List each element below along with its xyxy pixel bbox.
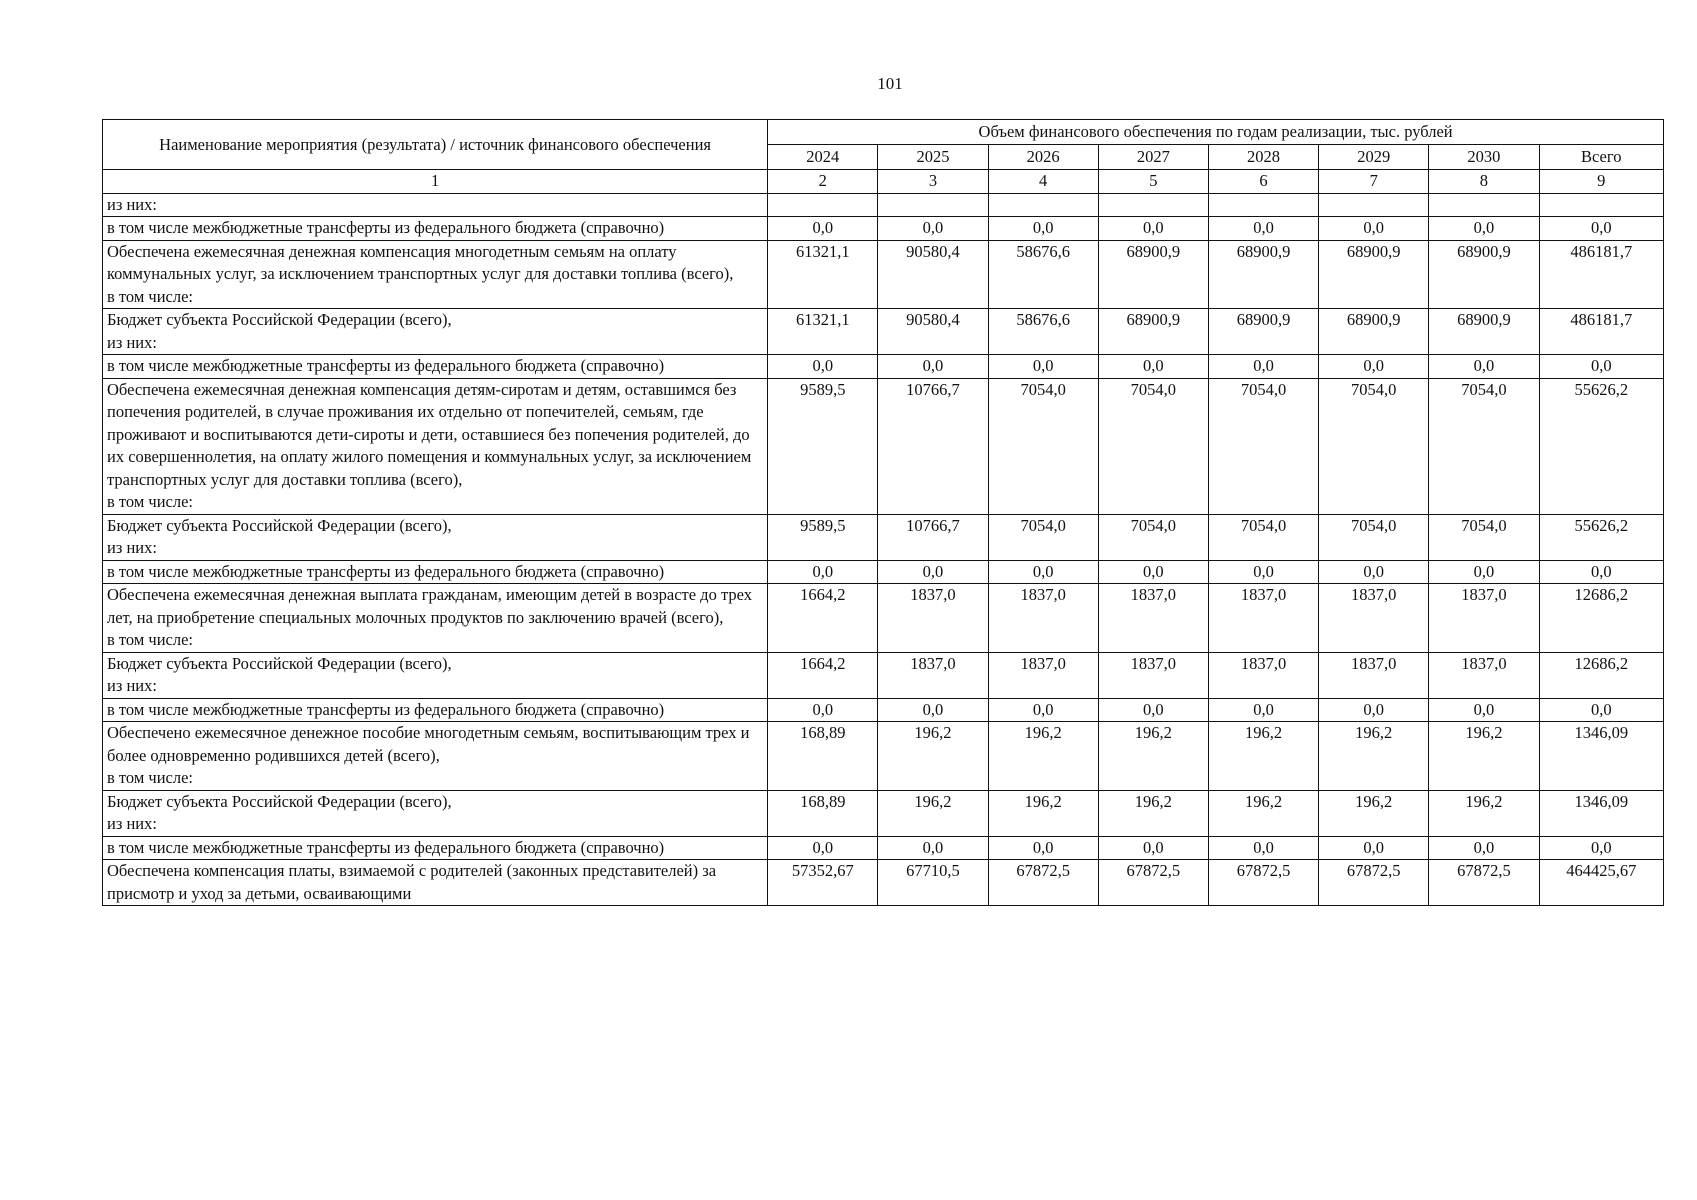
row-value-cell: 0,0 [1098, 217, 1208, 241]
row-name-line: в том числе: [107, 492, 194, 511]
row-value-cell: 0,0 [1098, 355, 1208, 379]
row-value-cell: 0,0 [1319, 217, 1429, 241]
row-value-cell: 0,0 [1429, 355, 1539, 379]
row-name-line: в том числе межбюджетные трансферты из федерального бюджета (справочно) [107, 837, 665, 857]
row-name-line: в том числе: [107, 630, 194, 649]
row-total-cell: 0,0 [1539, 560, 1664, 584]
row-value-cell: 0,0 [1098, 698, 1208, 722]
row-name-line: из них: [107, 676, 157, 695]
row-value-cell: 1837,0 [878, 584, 988, 653]
table-row [103, 584, 1664, 653]
row-name-line: Бюджет субъекта Российской Федерации (всего), [107, 653, 452, 673]
row-name-line: из них: [107, 814, 157, 833]
row-name [103, 378, 768, 514]
year-header: 2027 [1098, 145, 1208, 170]
column-number: 3 [878, 170, 988, 194]
row-value-cell: 67710,5 [878, 860, 988, 906]
row-value-cell: 0,0 [1429, 698, 1539, 722]
row-value-cell: 61321,1 [768, 240, 878, 309]
row-value-cell: 10766,7 [878, 378, 988, 514]
row-value-cell: 0,0 [878, 355, 988, 379]
row-value-cell: 1837,0 [988, 652, 1098, 698]
row-value-cell: 1837,0 [1319, 652, 1429, 698]
row-value-cell: 1837,0 [1098, 652, 1208, 698]
row-value-cell: 196,2 [988, 722, 1098, 791]
row-name-line: в том числе межбюджетные трансферты из федерального бюджета (справочно) [107, 356, 665, 375]
row-name [103, 193, 768, 217]
column-number: 9 [1539, 170, 1664, 194]
table-row [103, 355, 1664, 379]
row-value-cell: 68900,9 [1429, 240, 1539, 309]
row-total-cell: 486181,7 [1539, 240, 1664, 309]
row-name-line: Бюджет субъекта Российской Федерации (всего), [107, 310, 452, 329]
table-row [103, 560, 1664, 584]
row-name-line: в том числе межбюджетные трансферты из федерального бюджета (справочно) [107, 218, 665, 237]
row-name [103, 560, 768, 584]
row-value-cell: 67872,5 [1319, 860, 1429, 906]
year-header: 2025 [878, 145, 988, 170]
row-total-cell: 0,0 [1539, 698, 1664, 722]
row-value-cell: 1837,0 [1098, 584, 1208, 653]
row-value-cell: 0,0 [768, 560, 878, 584]
row-value-cell: 1837,0 [878, 652, 988, 698]
row-total-cell: 55626,2 [1539, 378, 1664, 514]
row-name [103, 514, 768, 560]
row-value-cell: 0,0 [1098, 560, 1208, 584]
column-number: 7 [1319, 170, 1429, 194]
table-row [103, 790, 1664, 836]
row-total-cell: 12686,2 [1539, 584, 1664, 653]
row-value-cell: 68900,9 [1208, 309, 1318, 355]
row-value-cell: 7054,0 [1319, 514, 1429, 560]
row-name [103, 722, 768, 791]
row-value-cell: 0,0 [1208, 355, 1318, 379]
row-value-cell: 67872,5 [1429, 860, 1539, 906]
row-value-cell: 0,0 [988, 355, 1098, 379]
row-value-cell: 90580,4 [878, 309, 988, 355]
row-total-cell: 0,0 [1539, 836, 1664, 860]
row-value-cell: 0,0 [1319, 698, 1429, 722]
row-value-cell: 68900,9 [1429, 309, 1539, 355]
row-value-cell [1098, 193, 1208, 217]
row-value-cell: 196,2 [988, 790, 1098, 836]
row-value-cell [768, 193, 878, 217]
funding-group-header: Объем финансового обеспечения по годам реализации, тыс. рублей [768, 120, 1664, 145]
row-name-line: в том числе межбюджетные трансферты из федерального бюджета (справочно) [107, 561, 665, 581]
row-value-cell: 0,0 [1429, 560, 1539, 584]
row-value-cell [1319, 193, 1429, 217]
table-row [103, 698, 1664, 722]
row-value-cell: 1837,0 [1319, 584, 1429, 653]
row-value-cell: 1837,0 [988, 584, 1098, 653]
row-value-cell: 196,2 [1429, 790, 1539, 836]
row-name [103, 698, 768, 722]
row-value-cell: 0,0 [1208, 217, 1318, 241]
row-value-cell: 1837,0 [1208, 652, 1318, 698]
row-value-cell: 90580,4 [878, 240, 988, 309]
row-name-line: Обеспечена ежемесячная денежная компенсация детям-сиротам и детям, оставшимся без попечения родителей, в случае проживания их отдельно от попечителей, семьям, где проживают и воспитываются дети-сироты и дети, оставшиеся без попечения родителей, до их совершеннолетия, на оплату жилого помещения и коммунальных услуг, за исключением транспортных услуг для доставки топлива (всего), [107, 379, 752, 489]
row-name-line: из них: [107, 332, 157, 352]
column-number: 4 [988, 170, 1098, 194]
row-name [103, 355, 768, 379]
row-value-cell: 0,0 [1319, 836, 1429, 860]
name-column-header: Наименование мероприятия (результата) / источник финансового обеспечения [103, 120, 768, 170]
row-value-cell: 9589,5 [768, 514, 878, 560]
row-total-cell: 486181,7 [1539, 309, 1664, 355]
row-value-cell: 7054,0 [988, 378, 1098, 514]
row-value-cell: 67872,5 [988, 860, 1098, 906]
row-value-cell [878, 193, 988, 217]
page-number: 101 [877, 74, 903, 93]
table-row [103, 652, 1664, 698]
row-value-cell: 1837,0 [1208, 584, 1318, 653]
year-header: 2030 [1429, 145, 1539, 170]
row-value-cell: 58676,6 [988, 309, 1098, 355]
row-value-cell: 7054,0 [1098, 514, 1208, 560]
row-value-cell: 7054,0 [1429, 514, 1539, 560]
row-name-line: Бюджет субъекта Российской Федерации (всего), [107, 515, 452, 535]
row-value-cell: 196,2 [878, 790, 988, 836]
column-number: 2 [768, 170, 878, 194]
row-name [103, 790, 768, 836]
financing-table [102, 119, 1664, 906]
row-name-line: Обеспечена ежемесячная денежная компенсация многодетным семьям на оплату коммунальных услуг, за исключением транспортных услуг для доставки топлива (всего), [107, 241, 734, 283]
row-value-cell: 0,0 [1429, 217, 1539, 241]
row-value-cell: 0,0 [1319, 355, 1429, 379]
row-value-cell: 0,0 [768, 698, 878, 722]
row-value-cell: 7054,0 [1208, 378, 1318, 514]
row-value-cell: 0,0 [1208, 698, 1318, 722]
row-value-cell: 1664,2 [768, 652, 878, 698]
row-name [103, 652, 768, 698]
row-name [103, 217, 768, 241]
year-header: 2026 [988, 145, 1098, 170]
row-name [103, 860, 768, 906]
table-row [103, 722, 1664, 791]
row-value-cell: 0,0 [988, 217, 1098, 241]
row-total-cell: 0,0 [1539, 355, 1664, 379]
row-total-cell: 1346,09 [1539, 790, 1664, 836]
row-value-cell: 196,2 [1319, 722, 1429, 791]
row-value-cell: 68900,9 [1098, 309, 1208, 355]
row-value-cell [1208, 193, 1318, 217]
row-value-cell: 7054,0 [1319, 378, 1429, 514]
row-name-line: в том числе: [107, 768, 194, 787]
row-value-cell: 0,0 [878, 698, 988, 722]
row-value-cell: 68900,9 [1319, 309, 1429, 355]
row-total-cell: 0,0 [1539, 217, 1664, 241]
row-value-cell: 0,0 [1429, 836, 1539, 860]
column-number: 1 [103, 170, 768, 194]
row-name [103, 309, 768, 355]
row-value-cell: 67872,5 [1098, 860, 1208, 906]
row-name-line: в том числе: [107, 286, 194, 306]
row-name-line: Обеспечена ежемесячная денежная выплата гражданам, имеющим детей в возрасте до трех лет, на приобретение специальных молочных продуктов по заключению врачей (всего), [107, 585, 752, 627]
row-name-line: из них: [107, 194, 157, 214]
year-header: 2029 [1319, 145, 1429, 170]
row-value-cell: 68900,9 [1208, 240, 1318, 309]
column-number: 5 [1098, 170, 1208, 194]
row-value-cell: 68900,9 [1319, 240, 1429, 309]
row-value-cell [1429, 193, 1539, 217]
row-value-cell: 0,0 [878, 560, 988, 584]
year-header: 2028 [1208, 145, 1318, 170]
row-value-cell: 7054,0 [988, 514, 1098, 560]
row-value-cell: 67872,5 [1208, 860, 1318, 906]
total-header: Всего [1539, 145, 1664, 170]
row-total-cell: 12686,2 [1539, 652, 1664, 698]
row-value-cell: 1664,2 [768, 584, 878, 653]
row-name-line: в том числе межбюджетные трансферты из федерального бюджета (справочно) [107, 699, 665, 719]
row-value-cell: 196,2 [1208, 790, 1318, 836]
row-value-cell: 0,0 [988, 698, 1098, 722]
row-value-cell: 196,2 [1208, 722, 1318, 791]
row-name-line: Обеспечено ежемесячное денежное пособие многодетным семьям, воспитывающим трех и более одновременно родившихся детей (всего), [107, 723, 750, 765]
row-value-cell: 0,0 [1208, 560, 1318, 584]
row-value-cell: 0,0 [1208, 836, 1318, 860]
table-row [103, 378, 1664, 514]
row-name-line: Обеспечена компенсация платы, взимаемой с родителей (законных представителей) за присмотр и уход за детьми, осваивающими [107, 861, 717, 903]
row-value-cell: 7054,0 [1429, 378, 1539, 514]
row-total-cell: 464425,67 [1539, 860, 1664, 906]
row-value-cell: 196,2 [1319, 790, 1429, 836]
column-number: 8 [1429, 170, 1539, 194]
row-total-cell: 1346,09 [1539, 722, 1664, 791]
row-value-cell: 58676,6 [988, 240, 1098, 309]
row-name [103, 584, 768, 653]
row-value-cell [988, 193, 1098, 217]
row-value-cell: 68900,9 [1098, 240, 1208, 309]
table-row [103, 860, 1664, 906]
row-name [103, 836, 768, 860]
row-value-cell: 0,0 [1319, 560, 1429, 584]
table-row [103, 240, 1664, 309]
table-row [103, 193, 1664, 217]
row-name-line: Бюджет субъекта Российской Федерации (всего), [107, 791, 452, 811]
row-value-cell: 57352,67 [768, 860, 878, 906]
row-value-cell: 196,2 [1098, 790, 1208, 836]
row-value-cell: 196,2 [1098, 722, 1208, 791]
row-value-cell: 7054,0 [1208, 514, 1318, 560]
row-value-cell: 9589,5 [768, 378, 878, 514]
row-value-cell: 168,89 [768, 790, 878, 836]
row-value-cell: 0,0 [988, 560, 1098, 584]
row-total-cell [1539, 193, 1664, 217]
row-value-cell: 196,2 [1429, 722, 1539, 791]
table-body [103, 193, 1664, 906]
row-name-line: из них: [107, 538, 157, 557]
row-value-cell: 0,0 [768, 836, 878, 860]
row-value-cell: 0,0 [988, 836, 1098, 860]
row-name [103, 240, 768, 309]
table-row [103, 217, 1664, 241]
row-value-cell: 61321,1 [768, 309, 878, 355]
row-value-cell: 0,0 [768, 355, 878, 379]
row-value-cell: 1837,0 [1429, 652, 1539, 698]
row-value-cell: 0,0 [1098, 836, 1208, 860]
row-value-cell: 7054,0 [1098, 378, 1208, 514]
column-number: 6 [1208, 170, 1318, 194]
table-row [103, 514, 1664, 560]
table-row [103, 309, 1664, 355]
row-value-cell: 1837,0 [1429, 584, 1539, 653]
row-value-cell: 168,89 [768, 722, 878, 791]
row-total-cell: 55626,2 [1539, 514, 1664, 560]
row-value-cell: 0,0 [768, 217, 878, 241]
row-value-cell: 196,2 [878, 722, 988, 791]
row-value-cell: 0,0 [878, 836, 988, 860]
table-row [103, 836, 1664, 860]
year-header: 2024 [768, 145, 878, 170]
row-value-cell: 10766,7 [878, 514, 988, 560]
row-value-cell: 0,0 [878, 217, 988, 241]
